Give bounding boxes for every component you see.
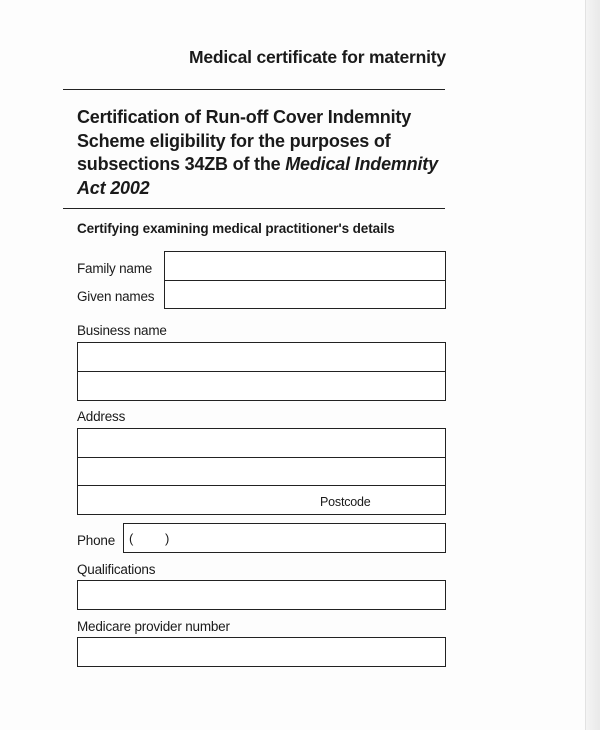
document-title: Medical certificate for maternity bbox=[189, 47, 446, 67]
certification-heading bbox=[77, 106, 447, 200]
given-names-label: Given names bbox=[77, 289, 155, 304]
act-name: Medical Indemnity bbox=[285, 154, 438, 174]
page-edge bbox=[585, 0, 600, 730]
heading-line-3 bbox=[77, 153, 447, 177]
address-label: Address bbox=[77, 409, 126, 424]
heading-line-2: Scheme eligibility for the purposes of bbox=[77, 130, 391, 151]
medicare-provider-number-label: Medicare provider number bbox=[77, 619, 230, 634]
address-field-line-3[interactable] bbox=[77, 485, 446, 515]
heading-line-4: Act 2002 bbox=[77, 177, 150, 198]
family-name-label: Family name bbox=[77, 261, 153, 276]
business-name-label: Business name bbox=[77, 323, 167, 338]
phone-label: Phone bbox=[77, 533, 116, 548]
family-name-field[interactable] bbox=[164, 251, 446, 281]
qualifications-label: Qualifications bbox=[77, 562, 156, 577]
qualifications-field[interactable] bbox=[77, 580, 446, 610]
phone-area-code-open: ( bbox=[129, 531, 134, 546]
medicare-provider-number-field[interactable] bbox=[77, 637, 446, 667]
section-heading: Certifying examining medical practitioner's details bbox=[77, 221, 395, 236]
heading-line-3-text: subsections 34ZB of the bbox=[77, 154, 286, 174]
given-names-field[interactable] bbox=[164, 280, 446, 309]
title-divider bbox=[63, 89, 445, 90]
phone-field[interactable] bbox=[123, 523, 446, 553]
phone-area-code-close: ) bbox=[165, 531, 170, 546]
heading-line-1: Certification of Run-off Cover Indemnity bbox=[77, 107, 412, 127]
postcode-label: Postcode bbox=[320, 495, 371, 509]
address-field-line-1[interactable] bbox=[77, 428, 446, 458]
heading-divider bbox=[63, 208, 445, 209]
business-name-field-line-1[interactable] bbox=[77, 342, 446, 372]
address-field-line-2[interactable] bbox=[77, 457, 446, 486]
business-name-field-line-2[interactable] bbox=[77, 371, 446, 401]
